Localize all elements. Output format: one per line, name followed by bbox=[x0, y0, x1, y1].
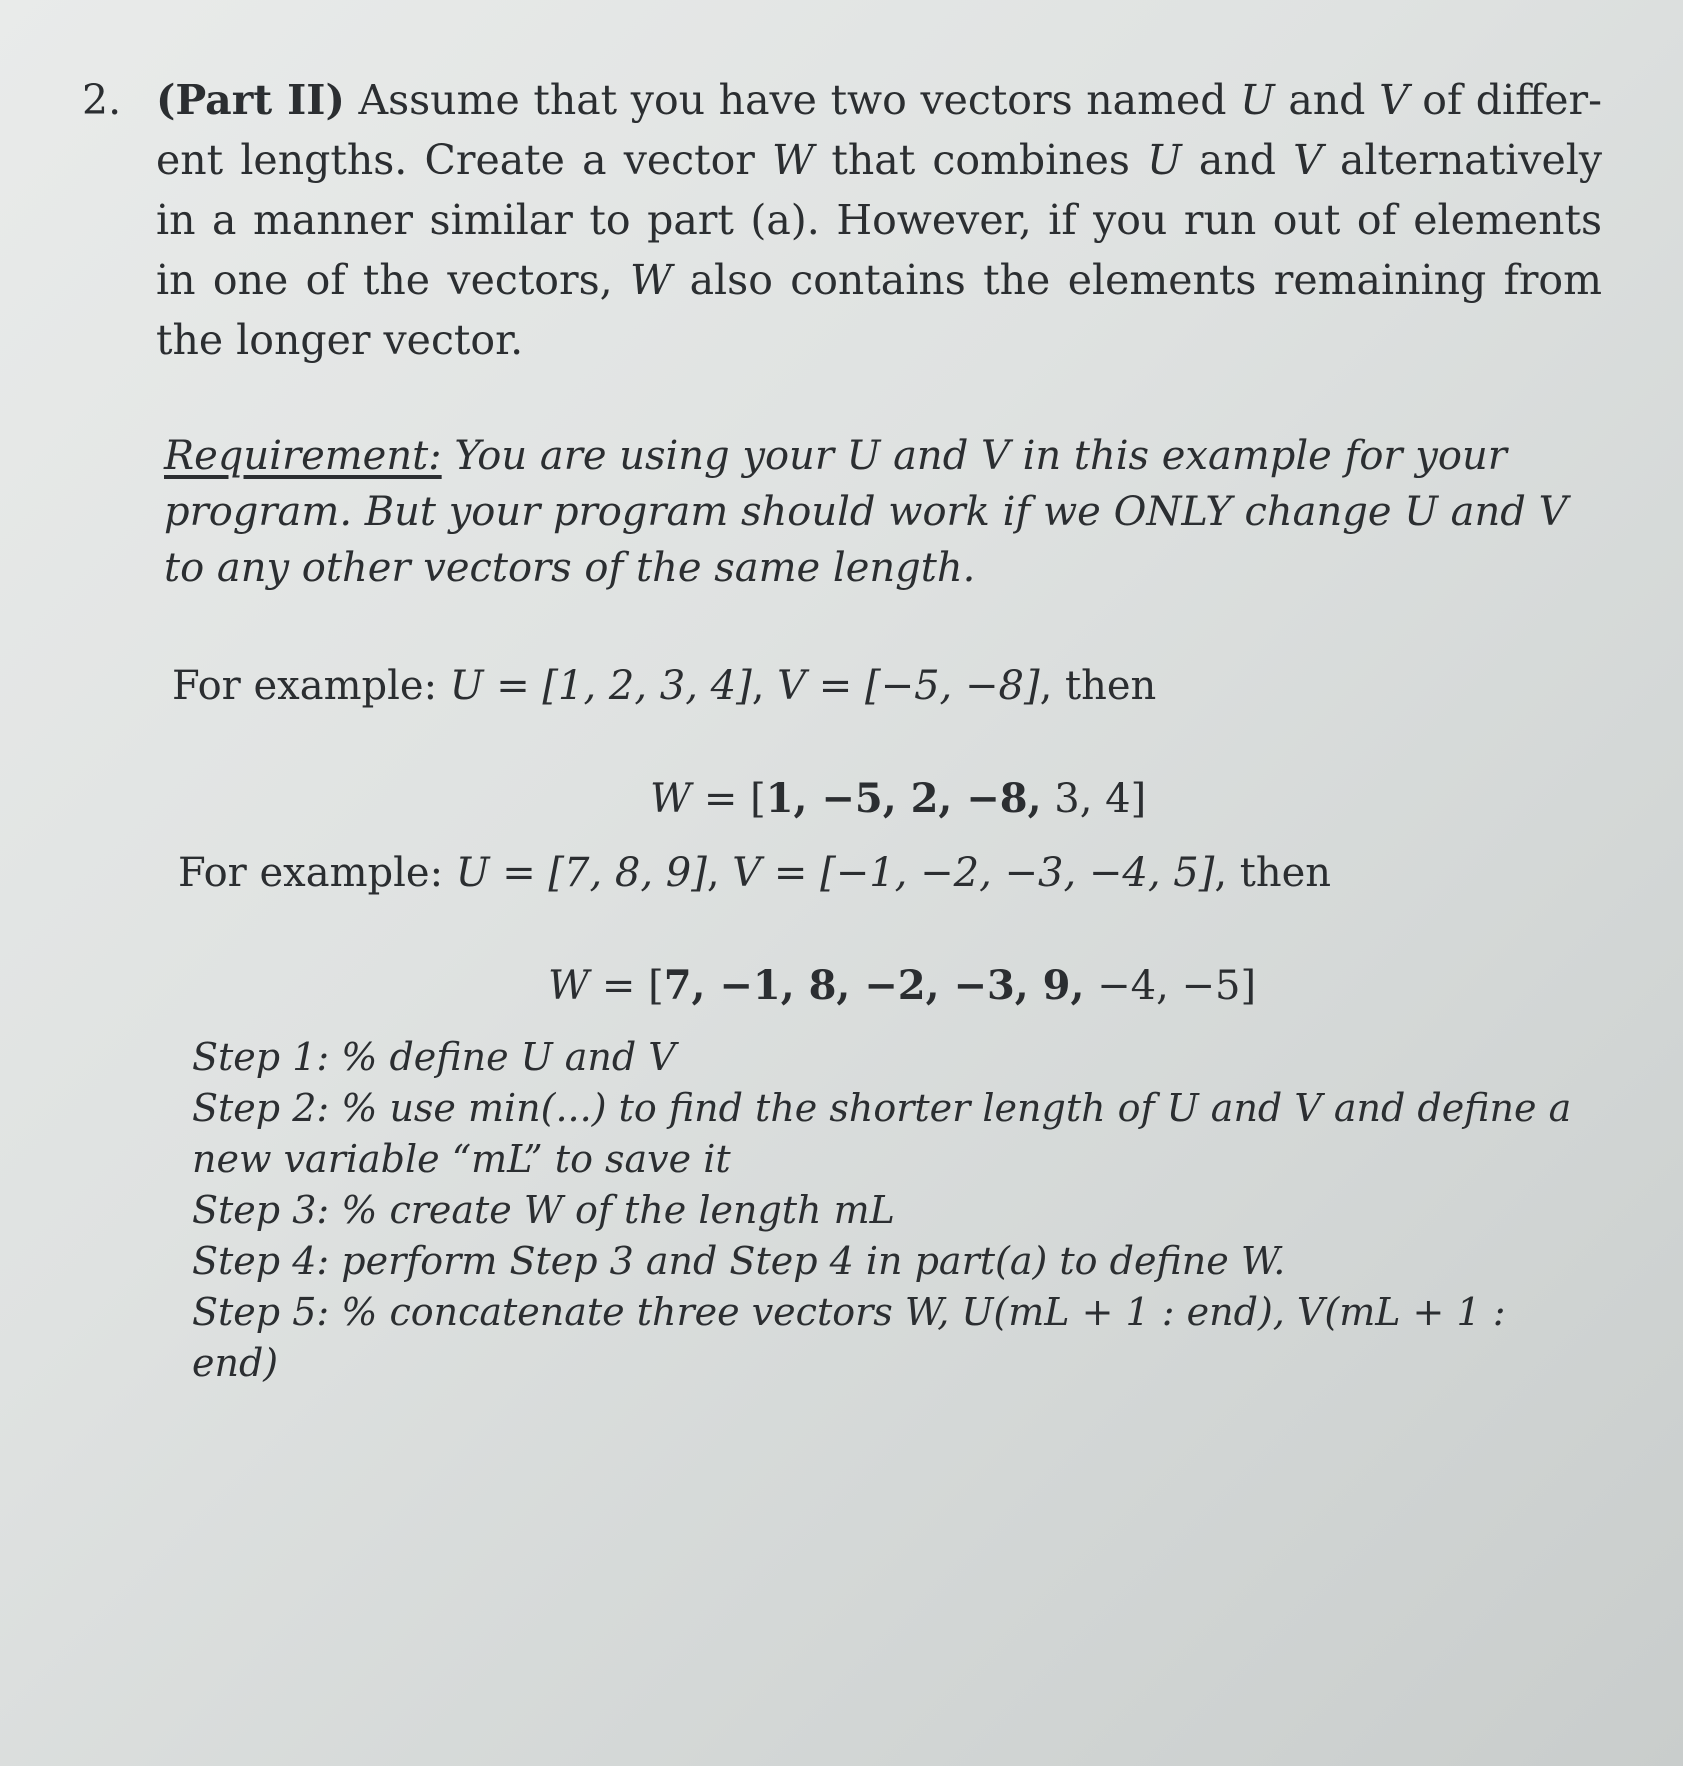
example-1-result: W = [1, −5, 2, −8, 3, 4] bbox=[650, 775, 1147, 822]
requirement-label: Requirement: bbox=[164, 433, 442, 479]
example-1-u: U = [1, 2, 3, 4] bbox=[449, 663, 752, 709]
example-2-result: W = [7, −1, 8, −2, −3, 9, −4, −5] bbox=[548, 962, 1257, 1009]
example-1-v: V = [−5, −8] bbox=[777, 663, 1040, 709]
part-label: (Part II) bbox=[156, 76, 345, 124]
example-1-line: For example: U = [1, 2, 3, 4], V = [−5, −8], then bbox=[172, 663, 1157, 709]
step-4: Step 4: perform Step 3 and Step 4 in part(a) to define W. bbox=[192, 1239, 1286, 1283]
problem-statement: (Part II) Assume that you have two vectors named U and V of differ- ent lengths. Create a vector W that combines U and V alternatively in a manner similar to part (a). However, if you run out of elements in one of the vectors, W also contains the elements remaining from the longer vector. bbox=[156, 76, 1602, 364]
problem-number: 2. bbox=[82, 76, 122, 124]
step-3: Step 3: % create W of the length mL bbox=[192, 1188, 895, 1232]
step-5: Step 5: % concatenate three vectors W, U(mL + 1 : end), V(mL + 1 : end) bbox=[192, 1290, 1506, 1385]
step-2: Step 2: % use min(...) to find the shorter length of U and V and define a new variable “mL” to save it bbox=[192, 1086, 1572, 1181]
example-2-line: For example: U = [7, 8, 9], V = [−1, −2, −3, −4, 5], then bbox=[178, 850, 1332, 896]
steps-list bbox=[192, 1032, 1582, 1389]
example-2-v: V = [−1, −2, −3, −4, 5] bbox=[732, 850, 1215, 896]
example-2-u: U = [7, 8, 9] bbox=[455, 850, 707, 896]
step-1: Step 1: % define U and V bbox=[192, 1035, 676, 1079]
requirement-text: You are using your U and V in this example for your program. But your program should work if we ONLY change U and V to any other vectors of the same length. bbox=[164, 433, 1568, 591]
requirement-paragraph bbox=[164, 428, 1589, 596]
